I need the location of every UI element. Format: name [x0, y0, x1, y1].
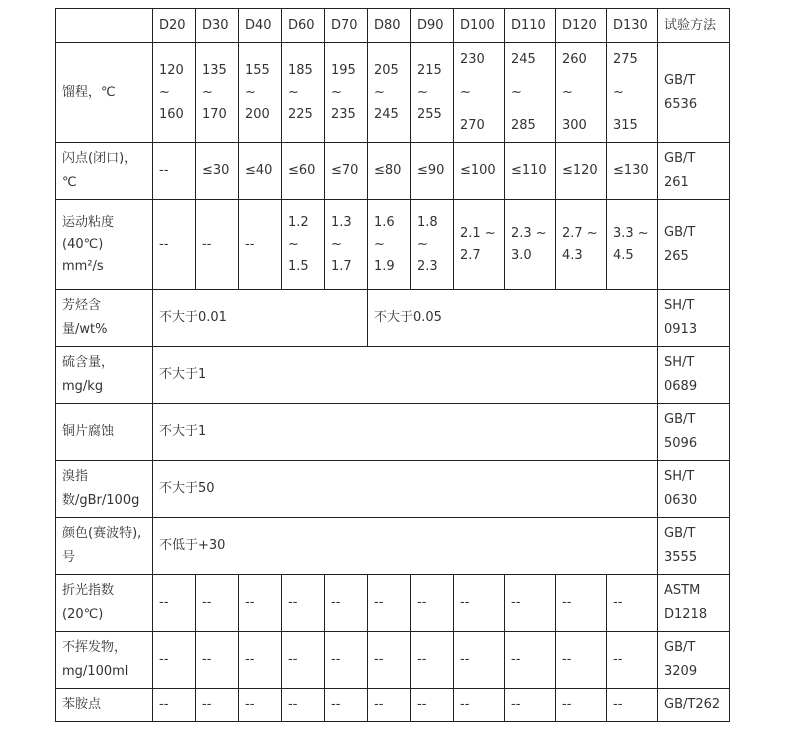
row-label	[56, 143, 153, 200]
cell-text: --	[245, 595, 255, 610]
cell-text: 245	[374, 106, 399, 122]
cell-text: --	[562, 697, 572, 712]
cell-text: mg/100ml	[62, 664, 129, 679]
table-cell	[325, 632, 368, 689]
table-cell	[454, 143, 505, 200]
cell-text: --	[245, 652, 255, 667]
table-cell	[282, 689, 325, 722]
table-cell	[607, 632, 658, 689]
table-cell	[368, 632, 411, 689]
table-cell	[368, 689, 411, 722]
method-cell	[658, 461, 730, 518]
table-row-color	[56, 518, 730, 575]
cell-text: --	[460, 595, 470, 610]
table-cell	[153, 43, 196, 143]
table-cell	[196, 689, 239, 722]
cell-text: --	[202, 595, 212, 610]
table-cell	[325, 575, 368, 632]
cell-text: --	[562, 652, 572, 667]
method-cell	[658, 347, 730, 404]
cell-text: 馏程，℃	[62, 84, 116, 100]
table-row-copper	[56, 404, 730, 461]
cell-text: GB/T	[664, 72, 696, 88]
cell-text: 1.9	[374, 258, 395, 274]
cell-text: ASTM	[664, 583, 701, 598]
row-label	[56, 689, 153, 722]
cell-text: D130	[613, 17, 648, 33]
cell-text: ≤130	[613, 163, 649, 178]
table-cell	[411, 689, 454, 722]
cell-text: D120	[562, 17, 597, 33]
cell-text: GB/T	[664, 640, 696, 655]
cell-text: ~	[374, 236, 385, 252]
cell-text: --	[511, 595, 521, 610]
table-cell	[282, 575, 325, 632]
cell-text: --	[511, 697, 521, 712]
cell-text: 3.0	[511, 247, 532, 263]
cell-text: 1.2	[288, 214, 309, 230]
cell-text: 不大于0.01	[159, 310, 227, 325]
table-cell	[505, 143, 556, 200]
cell-text: D40	[245, 17, 272, 33]
cell-text: ~	[288, 84, 299, 100]
cell-text: 225	[288, 106, 313, 122]
cell-text: ≤70	[331, 163, 359, 178]
cell-text: ≤100	[460, 163, 496, 178]
cell-text: 1.3	[331, 214, 352, 230]
cell-text: 不低于+30	[159, 538, 226, 553]
table-row-viscosity	[56, 200, 730, 290]
cell-text: 折光指数	[62, 583, 115, 598]
table-cell	[505, 575, 556, 632]
table-cell	[556, 143, 607, 200]
table-cell	[196, 632, 239, 689]
method-cell	[658, 200, 730, 290]
table-cell	[325, 143, 368, 200]
table-cell	[607, 689, 658, 722]
cell-text: 溴指	[62, 469, 89, 484]
column-header	[411, 9, 454, 43]
table-cell	[411, 632, 454, 689]
cell-text: D80	[374, 17, 401, 33]
cell-text: ~	[374, 84, 385, 100]
cell-text: 135	[202, 62, 227, 78]
table-cell	[239, 43, 282, 143]
cell-text: ~	[417, 84, 428, 100]
cell-text: 0630	[664, 493, 698, 508]
cell-text: 不大于1	[159, 424, 207, 439]
cell-text: 颜色(赛波特),	[62, 526, 142, 541]
table-cell	[153, 143, 196, 200]
cell-text: --	[202, 236, 212, 252]
table-cell	[454, 632, 505, 689]
cell-text: 6536	[664, 96, 698, 112]
table-cell	[368, 143, 411, 200]
table-row-refractive	[56, 575, 730, 632]
cell-text: --	[417, 652, 427, 667]
cell-text: --	[613, 595, 623, 610]
cell-text: GB/T262	[664, 697, 721, 712]
cell-text: ~	[202, 84, 213, 100]
table-cell	[153, 404, 658, 461]
method-cell	[658, 290, 730, 347]
cell-text: 硫含量，	[62, 355, 115, 370]
cell-text: --	[331, 652, 341, 667]
table-cell	[505, 200, 556, 290]
cell-text: 0689	[664, 379, 698, 394]
table-cell	[282, 143, 325, 200]
method-cell	[658, 404, 730, 461]
cell-text: 195	[331, 62, 356, 78]
row-label	[56, 290, 153, 347]
cell-text: ~	[613, 85, 624, 100]
cell-text: ~	[159, 84, 170, 100]
table-cell	[153, 632, 196, 689]
cell-text: ~	[511, 85, 522, 100]
cell-text: 不挥发物，	[62, 640, 128, 655]
cell-text: 255	[417, 106, 442, 122]
table-cell	[454, 575, 505, 632]
cell-text: 245	[511, 52, 536, 67]
cell-text: ~	[245, 84, 256, 100]
table-cell	[607, 143, 658, 200]
cell-text: --	[159, 163, 169, 178]
cell-text: --	[511, 652, 521, 667]
table-cell	[505, 689, 556, 722]
method-cell	[658, 143, 730, 200]
cell-text: ℃	[62, 175, 77, 190]
cell-text: 2.3	[417, 258, 438, 274]
column-header	[607, 9, 658, 43]
table-cell	[454, 43, 505, 143]
cell-text: 芳烃含	[62, 298, 102, 313]
cell-text: D70	[331, 17, 358, 33]
cell-text: 3555	[664, 550, 698, 565]
row-label	[56, 200, 153, 290]
table-row-sulfur	[56, 347, 730, 404]
table-cell	[239, 632, 282, 689]
cell-text: 1.7	[331, 258, 352, 274]
table-cell	[556, 689, 607, 722]
cell-text: --	[202, 652, 212, 667]
column-header	[505, 9, 556, 43]
table-cell	[196, 200, 239, 290]
cell-text: D60	[288, 17, 315, 33]
cell-text: 261	[664, 175, 689, 190]
cell-text: 2.7	[460, 247, 481, 263]
table-cell	[239, 143, 282, 200]
cell-text: ~	[331, 236, 342, 252]
table-cell	[556, 575, 607, 632]
table-cell	[556, 43, 607, 143]
cell-text: ~	[417, 236, 428, 252]
header-row	[56, 9, 730, 43]
cell-text: 230	[460, 52, 485, 67]
row-label	[56, 404, 153, 461]
table-row-aromatics	[56, 290, 730, 347]
table-cell	[505, 632, 556, 689]
column-header	[153, 9, 196, 43]
cell-text: D20	[159, 17, 186, 33]
table-cell	[325, 689, 368, 722]
column-header	[196, 9, 239, 43]
cell-text: 170	[202, 106, 227, 122]
cell-text: 不大于0.05	[374, 310, 442, 325]
table-cell	[239, 200, 282, 290]
column-header	[239, 9, 282, 43]
table-cell	[325, 200, 368, 290]
column-header	[282, 9, 325, 43]
table-cell	[153, 347, 658, 404]
cell-text: 0913	[664, 322, 698, 337]
cell-text: 铜片腐蚀	[62, 424, 115, 439]
cell-text: D100	[460, 17, 495, 33]
column-header	[325, 9, 368, 43]
cell-text: 265	[664, 248, 689, 264]
cell-text: 120	[159, 62, 184, 78]
cell-text: 235	[331, 106, 356, 122]
row-label	[56, 461, 153, 518]
method-cell	[658, 518, 730, 575]
cell-text: 275	[613, 52, 638, 67]
column-header	[368, 9, 411, 43]
cell-text: 运动粘度	[62, 214, 115, 230]
table-cell	[454, 200, 505, 290]
column-header	[658, 9, 730, 43]
cell-text: (20℃)	[62, 607, 104, 622]
table-cell	[239, 575, 282, 632]
cell-text: GB/T	[664, 412, 696, 427]
cell-text: --	[417, 697, 427, 712]
row-label	[56, 347, 153, 404]
cell-text: 260	[562, 52, 587, 67]
cell-text: 215	[417, 62, 442, 78]
table-cell	[411, 575, 454, 632]
cell-text: mm²/s	[62, 258, 104, 274]
column-header	[556, 9, 607, 43]
cell-text: (40℃)	[62, 236, 104, 252]
cell-text: --	[159, 236, 169, 252]
cell-text: 试验方法	[664, 17, 717, 33]
cell-text: ~	[460, 85, 471, 100]
table-cell	[368, 200, 411, 290]
cell-text: --	[460, 652, 470, 667]
table-cell	[282, 43, 325, 143]
row-label	[56, 575, 153, 632]
row-label	[56, 43, 153, 143]
table-row-aniline	[56, 689, 730, 722]
method-cell	[658, 632, 730, 689]
cell-text: 2.7 ~	[562, 225, 598, 241]
cell-text: 数/gBr/100g	[62, 493, 140, 508]
table-cell	[239, 689, 282, 722]
table-cell	[196, 43, 239, 143]
cell-text: --	[159, 652, 169, 667]
cell-text: 200	[245, 106, 270, 122]
cell-text: 4.3	[562, 247, 583, 263]
cell-text: --	[562, 595, 572, 610]
cell-text: 闪点(闭口)，	[62, 151, 138, 166]
cell-text: 155	[245, 62, 270, 78]
cell-text: 苯胺点	[62, 697, 102, 712]
cell-text: 不大于50	[159, 481, 215, 496]
table-cell	[196, 575, 239, 632]
table-cell	[505, 43, 556, 143]
table-cell	[196, 143, 239, 200]
cell-text: --	[245, 236, 255, 252]
cell-text: ≤110	[511, 163, 547, 178]
table-cell	[368, 43, 411, 143]
row-label	[56, 632, 153, 689]
cell-text: --	[159, 595, 169, 610]
cell-text: 315	[613, 118, 638, 133]
cell-text: --	[288, 697, 298, 712]
cell-text: GB/T	[664, 526, 696, 541]
cell-text: --	[159, 697, 169, 712]
cell-text: 1.6	[374, 214, 395, 230]
cell-text: --	[202, 697, 212, 712]
table-cell	[153, 575, 196, 632]
table-cell	[153, 200, 196, 290]
table-cell	[411, 43, 454, 143]
cell-text: --	[374, 652, 384, 667]
cell-text: 1.5	[288, 258, 309, 274]
cell-text: mg/kg	[62, 379, 104, 394]
table-cell	[282, 632, 325, 689]
cell-text: 3209	[664, 664, 698, 679]
table-cell	[411, 143, 454, 200]
table-cell	[153, 290, 368, 347]
cell-text: GB/T	[664, 224, 696, 240]
cell-text: 285	[511, 118, 536, 133]
cell-text: --	[374, 595, 384, 610]
cell-text: D30	[202, 17, 229, 33]
table-row-nonvolatile	[56, 632, 730, 689]
cell-text: 4.5	[613, 247, 634, 263]
table-cell	[368, 290, 658, 347]
table-cell	[607, 43, 658, 143]
cell-text: 1.8	[417, 214, 438, 230]
table-cell	[411, 200, 454, 290]
cell-text: --	[288, 652, 298, 667]
cell-text: --	[288, 595, 298, 610]
cell-text: 号	[62, 550, 76, 565]
cell-text: 量/wt%	[62, 322, 108, 337]
table-cell	[454, 689, 505, 722]
table-row-bromine	[56, 461, 730, 518]
cell-text: --	[417, 595, 427, 610]
cell-text: SH/T	[664, 469, 695, 484]
cell-text: ≤80	[374, 163, 402, 178]
cell-text: ≤60	[288, 163, 316, 178]
cell-text: D90	[417, 17, 444, 33]
cell-text: 2.1 ~	[460, 225, 496, 241]
cell-text: 2.3 ~	[511, 225, 547, 241]
cell-text: 不大于1	[159, 367, 207, 382]
cell-text: --	[613, 652, 623, 667]
cell-text: ~	[331, 84, 342, 100]
cell-text: D110	[511, 17, 546, 33]
table-row-flash	[56, 143, 730, 200]
cell-text: --	[613, 697, 623, 712]
table-cell	[282, 200, 325, 290]
column-header	[454, 9, 505, 43]
cell-text: ~	[562, 85, 573, 100]
cell-text: GB/T	[664, 151, 696, 166]
cell-text: 5096	[664, 436, 698, 451]
table-cell	[556, 632, 607, 689]
cell-text: --	[460, 697, 470, 712]
cell-text: 205	[374, 62, 399, 78]
method-cell	[658, 689, 730, 722]
method-cell	[658, 43, 730, 143]
spec-table	[55, 8, 730, 722]
cell-text: SH/T	[664, 298, 695, 313]
cell-text: 3.3 ~	[613, 225, 649, 241]
table-cell	[153, 461, 658, 518]
cell-text: --	[331, 697, 341, 712]
cell-text: 270	[460, 118, 485, 133]
column-header	[56, 9, 153, 43]
cell-text: 185	[288, 62, 313, 78]
cell-text: ~	[288, 236, 299, 252]
table-cell	[368, 575, 411, 632]
cell-text: D1218	[664, 607, 708, 622]
cell-text: --	[245, 697, 255, 712]
row-label	[56, 518, 153, 575]
cell-text: 300	[562, 118, 587, 133]
cell-text: --	[374, 697, 384, 712]
table-cell	[325, 43, 368, 143]
cell-text: ≤40	[245, 163, 273, 178]
method-cell	[658, 575, 730, 632]
cell-text: ≤90	[417, 163, 445, 178]
table-cell	[153, 689, 196, 722]
table-cell	[153, 518, 658, 575]
table-cell	[607, 575, 658, 632]
table-cell	[607, 200, 658, 290]
cell-text: SH/T	[664, 355, 695, 370]
table-row-distillation	[56, 43, 730, 143]
cell-text: --	[331, 595, 341, 610]
table-cell	[556, 200, 607, 290]
cell-text: 160	[159, 106, 184, 122]
cell-text: ≤30	[202, 163, 230, 178]
cell-text: ≤120	[562, 163, 598, 178]
